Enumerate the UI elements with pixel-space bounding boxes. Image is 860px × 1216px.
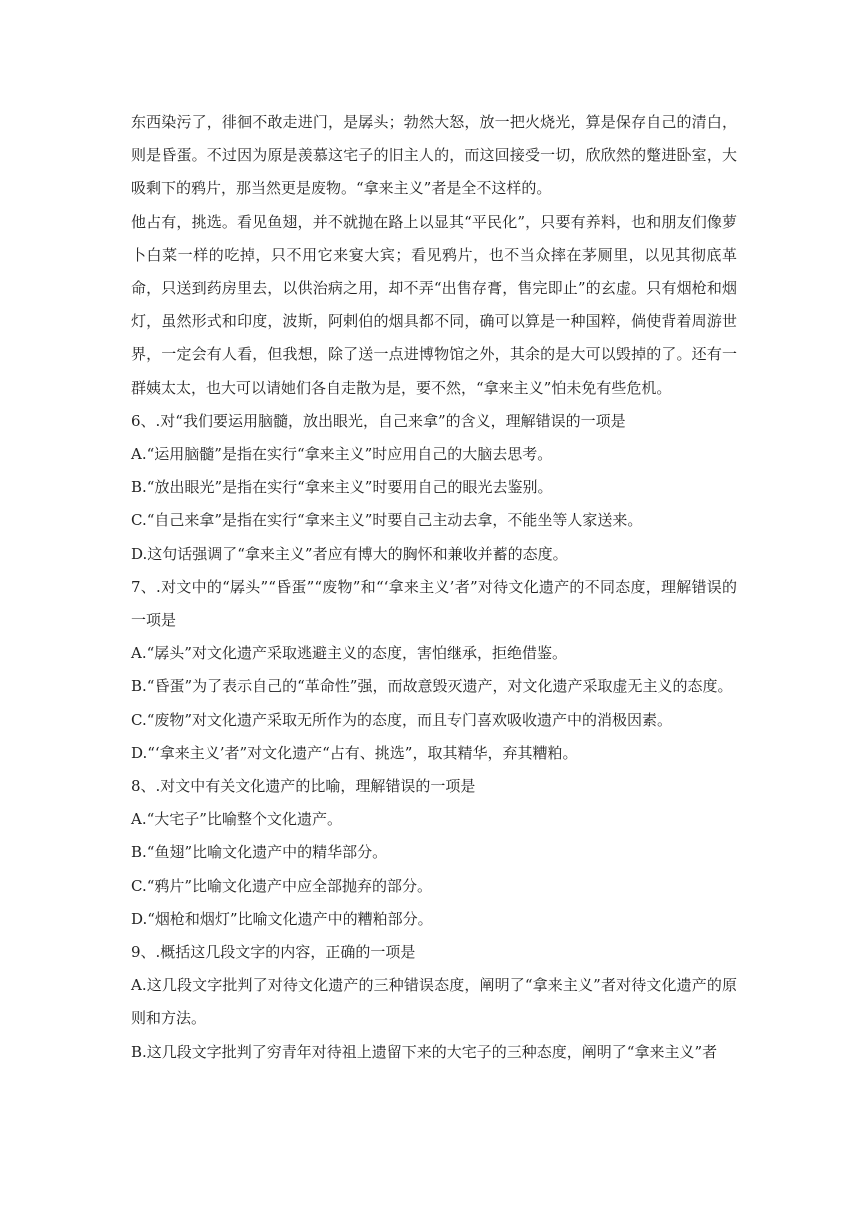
document-page xyxy=(131,106,737,1069)
question-7-option-c: C.“废物”对文化遗产采取无所作为的态度，而且专门喜欢吸收遗产中的消极因素。 xyxy=(131,710,673,729)
question-7-stem: 7、.对文中的“孱头”“昏蛋”“废物”和“‘拿来主义’者”对待文化遗产的不同态度，理解错误的一项是 xyxy=(131,577,737,630)
question-9-stem: 9、.概括这几段文字的内容，正确的一项是 xyxy=(131,943,416,962)
question-7-option-a: A.“孱头”对文化遗产采取逃避主义的态度，害怕继承，拒绝借鉴。 xyxy=(131,644,567,663)
question-8-option-c: C.“鸦片”比喻文化遗产中应全部抛弃的部分。 xyxy=(131,876,433,895)
question-6-option-b: B.“放出眼光”是指在实行“拿来主义”时要用自己的眼光去鉴别。 xyxy=(131,478,553,497)
question-6-stem: 6、.对“我们要运用脑髓，放出眼光，自己来拿”的含义，理解错误的一项是 xyxy=(131,411,626,430)
passage-paragraph-1: 东西染污了，徘徊不敢走进门，是孱头；勃然大怒，放一把火烧光，算是保存自己的清白，则是昏蛋。不过因为原是羡慕这宅子的旧主人的，而这回接受一切，欣欣然的蹩进卧室，大吸剩下的鸦片，那当然更是废物。“拿来主义”者是全不这样的。 xyxy=(131,113,737,198)
question-7-option-d: D.“‘拿来主义’者”对文化遗产“占有、挑选”，取其精华，弃其糟粕。 xyxy=(131,743,578,762)
question-7-option-b: B.“昏蛋”为了表示自己的“革命性”强，而故意毁灭遗产，对文化遗产采取虚无主义的态度。 xyxy=(131,677,733,696)
question-6-option-c: C.“自己来拿”是指在实行“拿来主义”时要自己主动去拿，不能坐等人家送来。 xyxy=(131,511,643,530)
question-8-option-d: D.“烟枪和烟灯”比喻文化遗产中的糟粕部分。 xyxy=(131,909,433,928)
question-6-option-a: A.“运用脑髓”是指在实行“拿来主义”时应用自己的大脑去思考。 xyxy=(131,445,553,464)
question-9-option-a: A.这几段文字批判了对待文化遗产的三种错误态度，阐明了“拿来主义”者对待文化遗产的原则和方法。 xyxy=(131,976,737,1028)
passage-paragraph-2: 他占有，挑选。看见鱼翅，并不就抛在路上以显其“平民化”，只要有养料，也和朋友们像萝卜白菜一样的吃掉，只不用它来宴大宾；看见鸦片，也不当众摔在茅厕里，以见其彻底革命，只送到药房里去，以供治病之用，却不弄“出售存膏，售完即止”的玄虚。只有烟枪和烟灯，虽然形式和印度，波斯，阿剌伯的烟具都不同，确可以算是一种国粹，倘使背着周游世界，一定会有人看，但我想，除了送一点进博物馆之外，其余的是大可以毁掉的了。还有一群姨太太，也大可以请她们各自走散为是，要不然，“拿来主义”怕未免有些危机。 xyxy=(131,212,737,397)
question-8-option-a: A.“大宅子”比喻整个文化遗产。 xyxy=(131,810,342,829)
question-8-option-b: B.“鱼翅”比喻文化遗产中的精华部分。 xyxy=(131,843,388,862)
question-9-option-b: B.这几段文字批判了穷青年对待祖上遗留下来的大宅子的三种态度，阐明了“拿来主义”者 xyxy=(131,1042,718,1061)
question-6-option-d: D.这句话强调了“拿来主义”者应有博大的胸怀和兼收并蓄的态度。 xyxy=(131,544,568,563)
question-8-stem: 8、.对文中有关文化遗产的比喻，理解错误的一项是 xyxy=(131,777,476,796)
